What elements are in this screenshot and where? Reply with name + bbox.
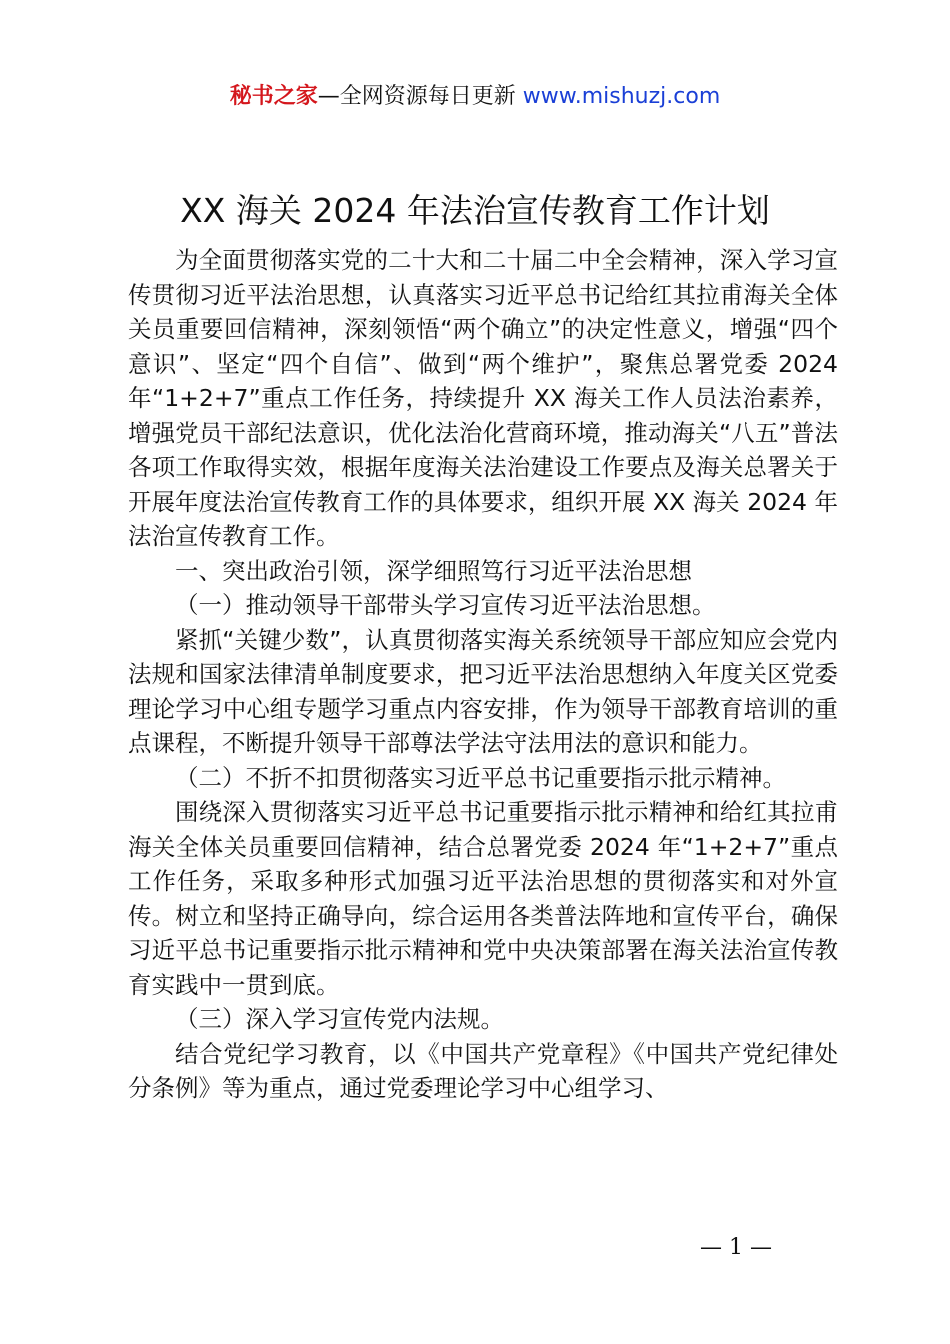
intro-paragraph: 为全面贯彻落实党的二十大和二十届二中全会精神，深入学习宣传贯彻习近平法治思想，认真落实习近平总书记给红其拉甫海关全体关员重要回信精神，深刻领悟“两个确立”的决定性意义，增强“四个意识”、坚定“四个自信”、做到“两个维护”，聚焦总署党委 2024 年“1+2+7”重点工作任务，持续提升 XX 海关工作人员法治素养，增强党员干部纪法意识，优化法治化营商环境，推动海关“八五”普法各项工作取得实效，根据年度海关法治建设工作要点及海关总署关于开展年度法治宣传教育工作的具体要求，组织开展 XX 海关 2024 年法治宣传教育工作。	[128, 246, 838, 550]
site-url-link[interactable]: www.mishuzj.com	[522, 84, 721, 109]
subsection-heading-2: （二）不折不扣贯彻落实习近平总书记重要指示批示精神。	[175, 763, 786, 792]
subsection-heading-1: （一）推动领导干部带头学习宣传习近平法治思想。	[175, 591, 716, 619]
subsection-heading-3: （三）深入学习宣传党内法规。	[175, 1005, 504, 1033]
page-number: — 1 —	[700, 1235, 772, 1260]
section-heading-1: 一、突出政治引领，深学细照笃行习近平法治思想	[175, 556, 692, 585]
site-brand: 秘书之家	[229, 84, 318, 109]
body-paragraph: 紧抓“关键少数”，认真贯彻落实海关系统领导干部应知应会党内法规和国家法律清单制度要求，把习近平法治思想纳入年度关区党委理论学习中心组专题学习重点内容安排，作为领导干部教育培训的重点课程，不断提升领导干部尊法学法守法用法的意识和能力。	[128, 625, 838, 757]
site-banner	[0, 80, 950, 114]
document-body	[128, 243, 838, 1106]
body-paragraph: 结合党纪学习教育，以《中国共产党章程》《中国共产党纪律处分条例》等为重点，通过党委理论学习中心组学习、	[128, 1039, 838, 1102]
site-tagline: —全网资源每日更新	[317, 84, 516, 109]
document-title: XX 海关 2024 年法治宣传教育工作计划	[180, 191, 770, 230]
body-paragraph: 围绕深入贯彻落实习近平总书记重要指示批示精神和给红其拉甫海关全体关员重要回信精神，结合总署党委 2024 年“1+2+7”重点工作任务，采取多种形式加强习近平法治思想的贯彻落实和对外宣传。树立和坚持正确导向，综合运用各类普法阵地和宣传平台，确保习近平总书记重要指示批示精神和党中央决策部署在海关法治宣传教育实践中一贯到底。	[128, 798, 838, 999]
